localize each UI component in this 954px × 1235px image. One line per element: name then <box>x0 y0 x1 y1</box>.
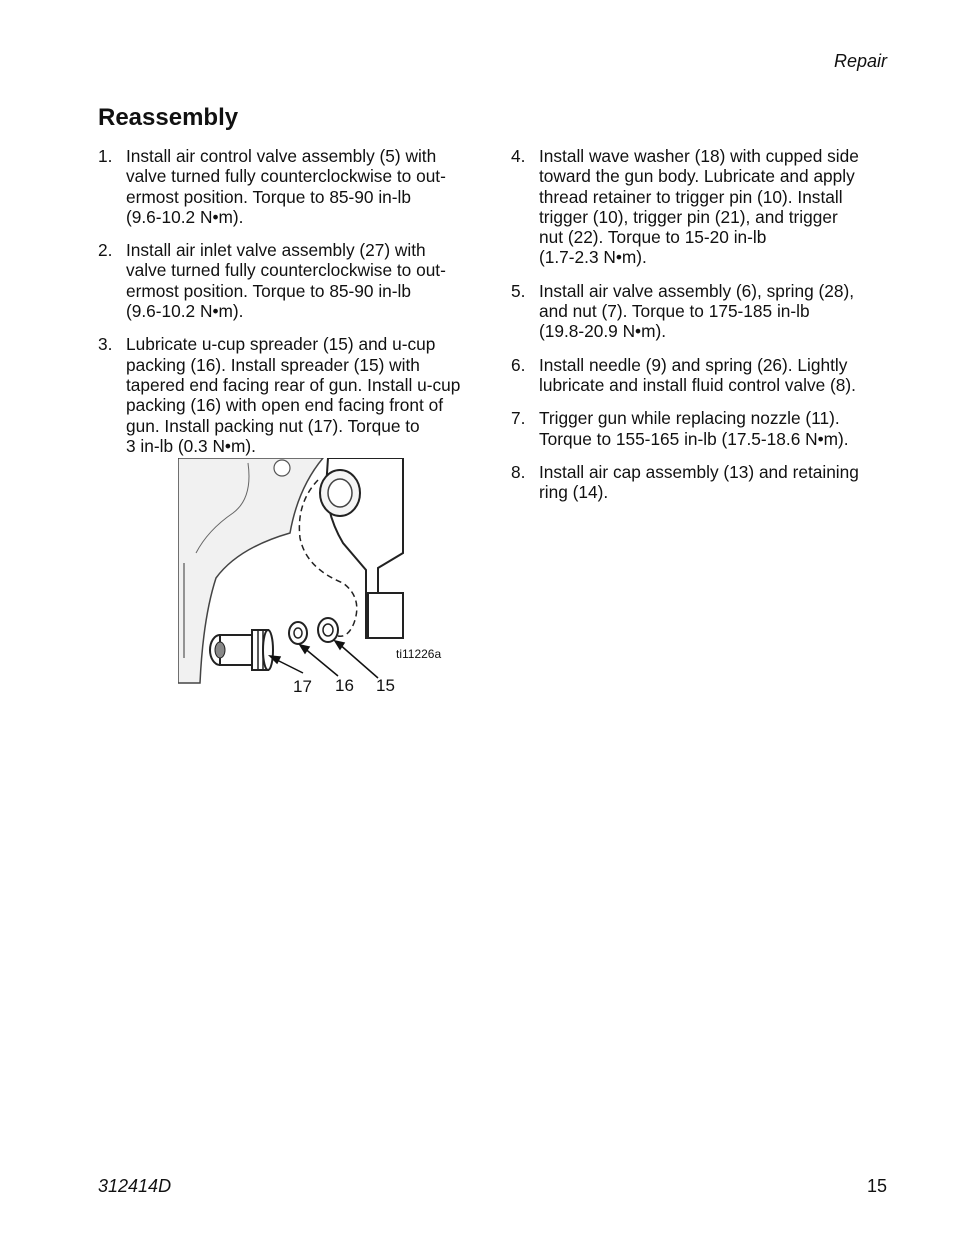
step-4 <box>511 146 895 268</box>
step-number: 7. <box>511 408 526 429</box>
body-hole <box>274 460 290 476</box>
step-8 <box>511 462 895 503</box>
page-title: Reassembly <box>98 104 239 131</box>
step-number: 6. <box>511 354 526 375</box>
step-7 <box>511 408 895 449</box>
step-text: Install air control valve assembly (5) with valve turned fully counterclockwise to out- ermost position. Torque to 85-90 in-lb (9.6-10.2 N•m). <box>126 146 446 227</box>
callout-label-15: 15 <box>376 676 395 695</box>
step-text: Install needle (9) and spring (26). Lightly lubricate and install fluid control valve (8). <box>539 354 856 395</box>
callout-leaders <box>270 641 378 678</box>
step-text: Trigger gun while replacing nozzle (11). Torque to 155-165 in-lb (17.5-18.6 N•m). <box>539 408 849 449</box>
step-number: 2. <box>98 240 113 261</box>
illustration-svg <box>178 458 453 698</box>
step-6 <box>511 355 895 396</box>
step-3 <box>98 334 490 456</box>
callout-label-17: 17 <box>293 677 312 696</box>
step-5 <box>511 281 895 342</box>
page-number: 15 <box>866 1176 887 1196</box>
step-number: 8. <box>511 461 526 482</box>
step-number: 3. <box>98 334 113 355</box>
step-number: 4. <box>511 146 526 166</box>
step-number: 5. <box>511 280 526 301</box>
step-text: Install wave washer (18) with cupped side toward the gun body. Lubricate and apply thread retainer to trigger pin (10). Install trigger (10), trigger pin (21), and trigger nut (22). Torque to 15-20 in-lb (1.7-2.3 N•m). <box>539 146 859 268</box>
packing-nut-17 <box>210 630 273 670</box>
packing-install-illustration <box>178 458 453 698</box>
section-header: Repair <box>833 51 887 71</box>
step-text: Install air cap assembly (13) and retaining ring (14). <box>539 461 859 503</box>
step-text: Install air valve assembly (6), spring (28), and nut (7). Torque to 175-185 in-lb (19.8-20.9 N•m). <box>539 280 855 342</box>
callout-label-16: 16 <box>335 676 354 695</box>
step-text: Lubricate u-cup spreader (15) and u-cup packing (16). Install spreader (15) with tapered end facing rear of gun. Install u-cup packing (16) with open end facing front of gun. Install packing nut (17). Torque to 3 in-lb (0.3 N•m). <box>126 334 461 456</box>
ucup-packing-16 <box>289 622 307 644</box>
steps-column-left <box>98 146 490 469</box>
ucup-spreader-15 <box>318 618 338 642</box>
document-number: 312414D <box>98 1176 172 1196</box>
step-1 <box>98 146 490 227</box>
step-number: 1. <box>98 146 113 166</box>
step-2 <box>98 240 490 321</box>
figure-reference: ti11226a <box>396 647 442 661</box>
step-text: Install air inlet valve assembly (27) with valve turned fully counterclockwise to out- ermost position. Torque to 85-90 in-lb (9.6-10.2 N•m). <box>126 240 446 322</box>
steps-column-right <box>511 146 895 515</box>
